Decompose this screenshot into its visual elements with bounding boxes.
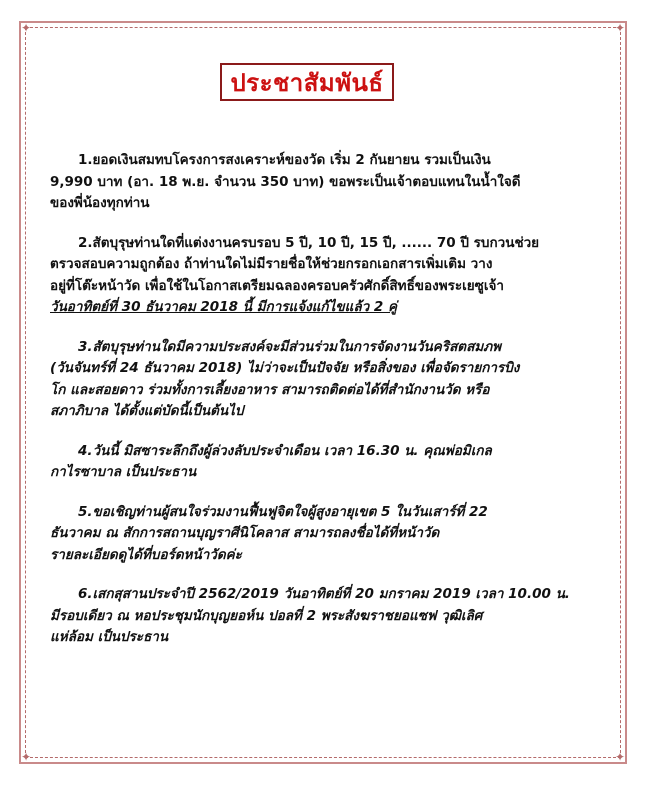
item-line: ธันวาคม ณ สักการสถานบุญราศีนิโคลาส สามารถลงชื่อได้ที่หน้าวัด [50, 525, 440, 541]
item-line: 4.วันนี้ มิสซาระลึกถึงผู้ล่วงลับประจำเดือน เวลา 16.30 น. คุณพ่อมิเกล [78, 442, 492, 459]
announcement-item-2 [50, 233, 610, 319]
item-line: (วันจันทร์ที่ 24 ธันวาคม 2018) ไม่ว่าจะเป็นปัจจัย หรือสิ่งของ เพื่อจัดรายการบิง [50, 360, 520, 376]
item-line: กาไรซาบาล เป็นประธาน [50, 464, 197, 480]
announcement-item-5 [50, 502, 610, 567]
item-line: โก และสอยดาว ร่วมทั้งการเลี้ยงอาหาร สามารถติดต่อได้ที่สำนักงานวัด หรือ [50, 381, 490, 398]
announcement-list [50, 150, 610, 667]
item-line: แห่ล้อม เป็นประธาน [50, 629, 169, 645]
title-banner [220, 63, 394, 101]
item-line: 2.สัตบุรุษท่านใดที่แต่งงานครบรอบ 5 ปี, 10 ปี, 15 ปี, ...... 70 ปี รบกวนช่วย [78, 234, 540, 251]
announcement-item-3 [50, 337, 610, 423]
item-underlined-note: วันอาทิตย์ที่ 30 ธันวาคม 2018 นี้ มีการแจ้งแก้ไขแล้ว 2 คู่ [50, 299, 397, 315]
announcement-item-6 [50, 584, 610, 649]
item-line: 5.ขอเชิญท่านผู้สนใจร่วมงานฟื้นฟูจิตใจผู้สูงอายุเขต 5 ในวันเสาร์ที่ 22 [78, 503, 488, 520]
page-title: ประชาสัมพันธ์ [230, 68, 384, 97]
ornament-icon: ✦ [614, 750, 626, 764]
ornament-icon: ✦ [614, 21, 626, 35]
item-line: รายละเอียดดูได้ที่บอร์ดหน้าวัดค่ะ [50, 546, 242, 563]
item-line: มีรอบเดียว ณ หอประชุมนักบุญยอห์น ปอลที่ 2 พระสังฆราชยอแซฟ วุฒิเลิศ [50, 607, 483, 624]
item-line: อยู่ที่โต๊ะหน้าวัด เพื่อใช้ในโอกาสเตรียมฉลองครอบครัวศักดิ์สิทธิ์ของพระเยซูเจ้า [50, 277, 504, 294]
announcement-item-4 [50, 441, 610, 484]
ornament-icon: ✦ [20, 21, 32, 35]
item-line: 1.ยอดเงินสมทบโครงการสงเคราะห์ของวัด เริ่ม 2 กันยายน รวมเป็นเงิน [78, 152, 491, 168]
item-line: ของพี่น้องทุกท่าน [50, 195, 150, 211]
item-line: 9,990 บาท (อา. 18 พ.ย. จำนวน 350 บาท) ขอพระเป็นเจ้าตอบแทนในน้ำใจดี [50, 173, 521, 190]
item-line: 3.สัตบุรุษท่านใดมีความประสงค์จะมีส่วนร่วมในการจัดงานวันคริสตสมภพ [78, 338, 502, 355]
item-line: สภาภิบาล ได้ตั้งแต่บัดนี้เป็นต้นไป [50, 403, 244, 419]
item-line: ตรวจสอบความถูกต้อง ถ้าท่านใดไม่มีรายชื่อให้ช่วยกรอกเอกสารเพิ่มเติม วาง [50, 256, 493, 272]
ornament-icon: ✦ [20, 750, 32, 764]
item-line: 6.เสกสุสานประจำปี 2562/2019 วันอาทิตย์ที่ 20 มกราคม 2019 เวลา 10.00 น. [78, 586, 570, 602]
announcement-item-1 [50, 150, 610, 215]
